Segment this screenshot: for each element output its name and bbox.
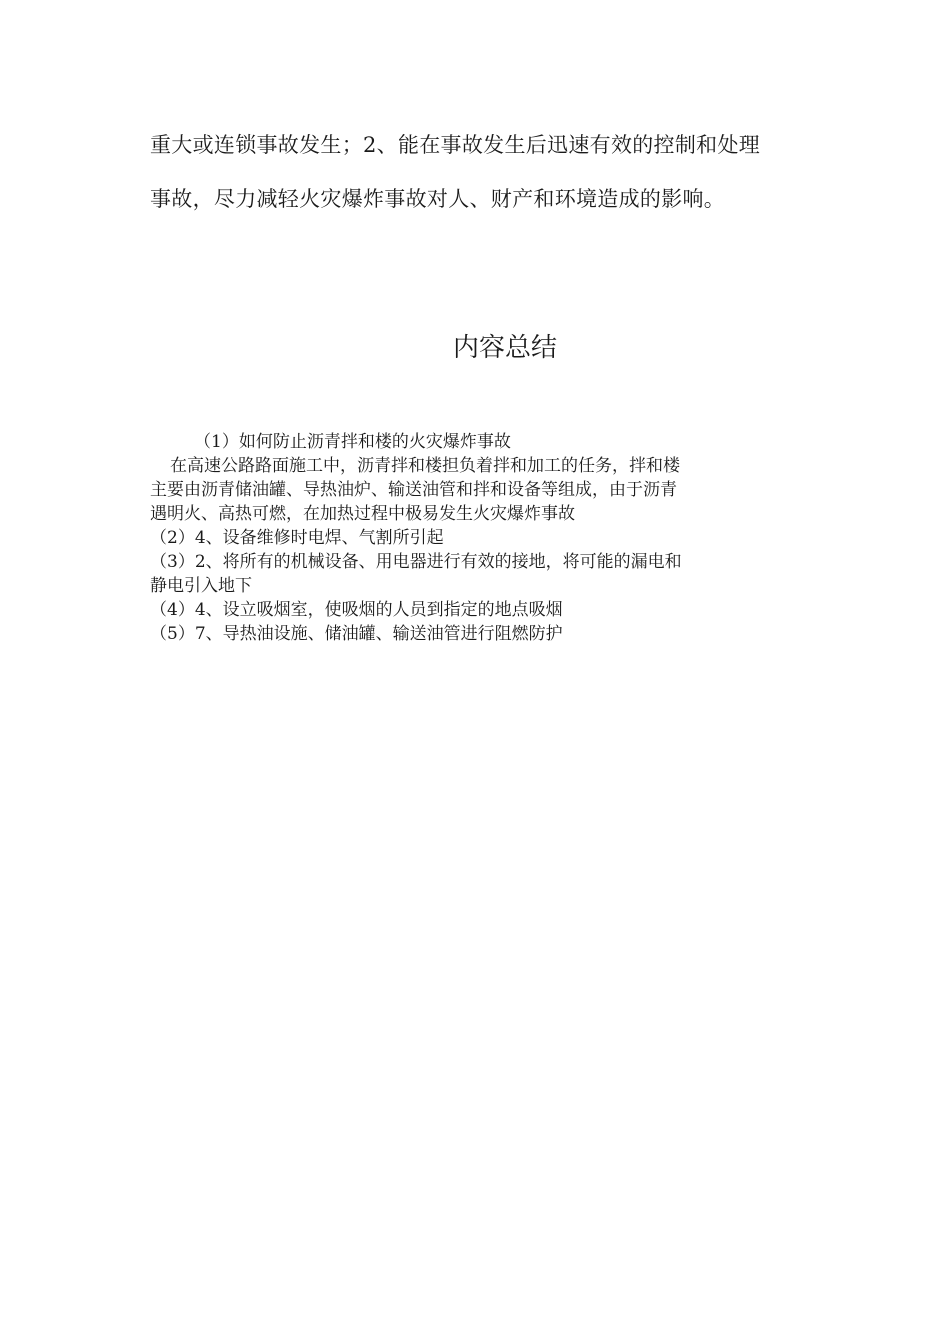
summary-paragraph-line-3: 遇明火、高热可燃，在加热过程中极易发生火灾爆炸事故 [150,504,575,524]
intro-line-1: 重大或连锁事故发生；2、能在事故发生后迅速有效的控制和处理 [150,133,761,157]
summary-paragraph-line-2: 主要由沥青储油罐、导热油炉、输送油管和拌和设备等组成，由于沥青 [150,480,677,500]
summary-paragraph [150,454,800,526]
summary-paragraph-line-1: 在高速公路路面施工中，沥青拌和楼担负着拌和加工的任务，拌和楼 [170,456,680,476]
intro-line-2: 事故，尽力减轻火灾爆炸事故对人、财产和环境造成的影响。 [150,187,726,211]
summary-item-5: （5）7、导热油设施、储油罐、输送油管进行阻燃防护 [150,624,563,644]
summary-item-4: （4）4、设立吸烟室，使吸烟的人员到指定的地点吸烟 [150,600,563,620]
summary-section [150,430,800,646]
summary-title: 内容总结 [452,333,557,363]
summary-item-2: （2）4、设备维修时电焊、气割所引起 [150,528,444,548]
summary-item-3-line-2: 静电引入地下 [150,576,252,596]
intro-paragraph [150,118,800,226]
summary-item-1: （1）如何防止沥青拌和楼的火灾爆炸事故 [194,432,511,452]
summary-item-3 [150,550,800,598]
summary-item-3-line-1: （3）2、将所有的机械设备、用电器进行有效的接地，将可能的漏电和 [150,552,682,572]
